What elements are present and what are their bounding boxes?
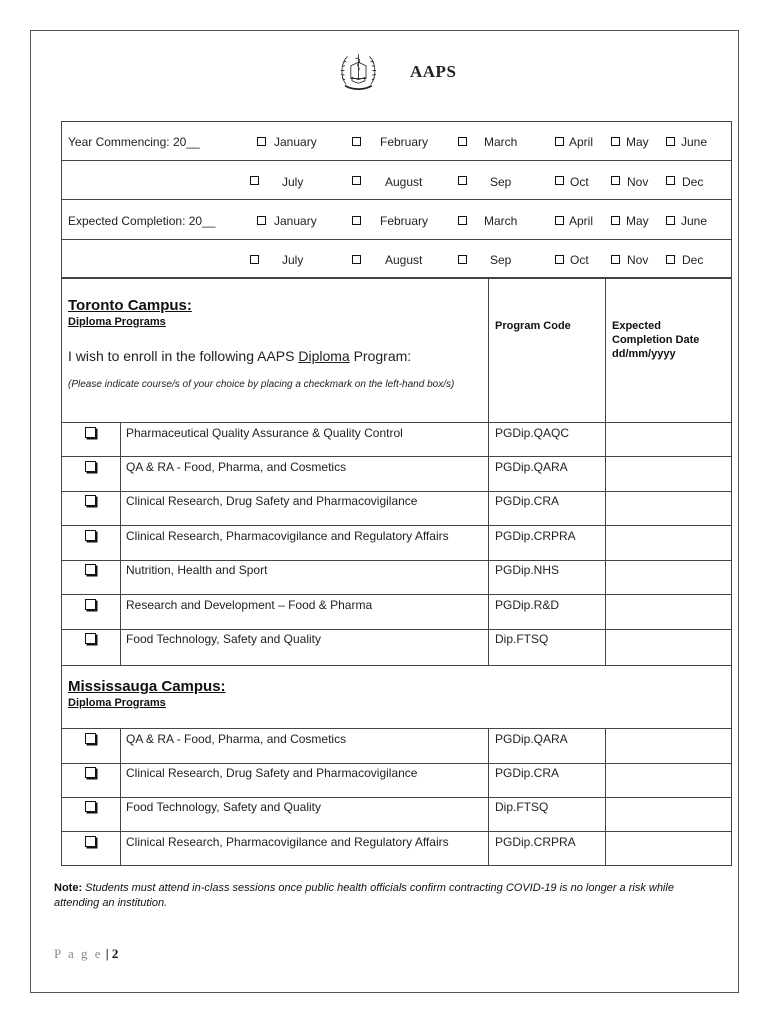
month-label: Dec	[682, 175, 704, 189]
checkbox-commence-sep[interactable]	[458, 176, 467, 185]
month-label: Nov	[627, 175, 649, 189]
checkbox-complete-sep[interactable]	[458, 255, 467, 264]
month-label: Sep	[490, 253, 512, 267]
checkbox-complete-august[interactable]	[352, 255, 361, 264]
program-code-header: Program Code	[495, 320, 571, 332]
mississauga-diploma-subtitle: Diploma Programs	[68, 697, 166, 709]
checkbox-complete-january[interactable]	[257, 216, 266, 225]
checkbox-complete-oct[interactable]	[555, 255, 564, 264]
program-code: Dip.FTSQ	[495, 632, 549, 646]
aaps-crest-logo	[338, 36, 408, 106]
program-checkbox[interactable]	[85, 767, 96, 778]
page-label: P a g e	[54, 946, 103, 961]
enroll-underlined: Diploma	[298, 348, 350, 364]
checkbox-complete-february[interactable]	[352, 216, 361, 225]
program-name: Food Technology, Safety and Quality	[126, 800, 322, 814]
month-label: March	[484, 135, 518, 149]
program-code: PGDip.QARA	[495, 460, 568, 474]
program-code: PGDip.QAQC	[495, 426, 570, 440]
month-label: Nov	[627, 253, 649, 267]
program-checkbox[interactable]	[85, 461, 96, 472]
checkbox-complete-march[interactable]	[458, 216, 467, 225]
page-number: 2	[111, 946, 119, 961]
month-label: Sep	[490, 175, 512, 189]
checkbox-commence-june[interactable]	[666, 137, 675, 146]
month-label: August	[385, 253, 423, 267]
checkbox-commence-july[interactable]	[250, 176, 259, 185]
month-label: July	[282, 253, 304, 267]
program-checkbox[interactable]	[85, 633, 96, 644]
month-label: January	[274, 135, 317, 149]
enroll-suffix: Program:	[349, 348, 412, 364]
checkbox-commence-dec[interactable]	[666, 176, 675, 185]
program-checkbox[interactable]	[85, 495, 96, 506]
program-code: PGDip.NHS	[495, 563, 560, 577]
page-footer	[54, 946, 118, 962]
page-separator: |	[102, 946, 112, 961]
month-label: April	[569, 214, 594, 228]
program-name: Clinical Research, Drug Safety and Pharmacovigilance	[126, 766, 418, 780]
month-label: March	[484, 214, 518, 228]
month-label: Dec	[682, 253, 704, 267]
checkbox-commence-nov[interactable]	[611, 176, 620, 185]
checkbox-commence-may[interactable]	[611, 137, 620, 146]
month-label: July	[282, 175, 304, 189]
toronto-diploma-subtitle: Diploma Programs	[68, 316, 166, 328]
note-text: Students must attend in-class sessions once public health officials confirm contracting COVID-19 is no longer a risk while attending an institution.	[54, 882, 674, 909]
expected-completion-label: Expected Completion: 20__	[68, 214, 216, 228]
checkbox-complete-june[interactable]	[666, 216, 675, 225]
toronto-campus-title: Toronto Campus:	[68, 297, 192, 314]
program-name: Research and Development – Food & Pharma	[126, 598, 373, 612]
program-name: Clinical Research, Pharmacovigilance and Regulatory Affairs	[126, 835, 449, 849]
completion-date-header: Expected Completion Date dd/mm/yyyy	[612, 320, 700, 360]
month-label: April	[569, 135, 594, 149]
covid-note	[54, 881, 714, 911]
program-name: Clinical Research, Pharmacovigilance and Regulatory Affairs	[126, 529, 449, 543]
month-label: Oct	[570, 175, 589, 189]
year-commencing-label: Year Commencing: 20__	[68, 135, 200, 149]
program-checkbox[interactable]	[85, 599, 96, 610]
checkbox-commence-august[interactable]	[352, 176, 361, 185]
program-checkbox[interactable]	[85, 801, 96, 812]
program-name: Food Technology, Safety and Quality	[126, 632, 322, 646]
program-checkbox[interactable]	[85, 530, 96, 541]
program-name: Clinical Research, Drug Safety and Pharmacovigilance	[126, 494, 418, 508]
checkbox-commence-january[interactable]	[257, 137, 266, 146]
program-code: PGDip.CRPRA	[495, 835, 576, 849]
instruction-text: (Please indicate course/s of your choice by placing a checkmark on the left-hand box/s)	[68, 379, 455, 390]
checkbox-commence-february[interactable]	[352, 137, 361, 146]
month-label: May	[626, 214, 649, 228]
checkbox-commence-oct[interactable]	[555, 176, 564, 185]
checkbox-complete-july[interactable]	[250, 255, 259, 264]
checkbox-commence-april[interactable]	[555, 137, 564, 146]
program-code: PGDip.QARA	[495, 732, 568, 746]
program-code: PGDip.R&D	[495, 598, 560, 612]
checkbox-complete-nov[interactable]	[611, 255, 620, 264]
program-checkbox[interactable]	[85, 733, 96, 744]
month-label: June	[681, 135, 708, 149]
program-code: PGDip.CRA	[495, 494, 560, 508]
month-label: February	[380, 214, 429, 228]
program-code: PGDip.CRPRA	[495, 529, 576, 543]
month-label: June	[681, 214, 708, 228]
month-label: May	[626, 135, 649, 149]
checkbox-complete-dec[interactable]	[666, 255, 675, 264]
program-name: QA & RA - Food, Pharma, and Cosmetics	[126, 460, 347, 474]
logo-text: AAPS	[410, 62, 457, 81]
note-label: Note:	[54, 882, 83, 894]
enroll-prefix: I wish to enroll in the following AAPS	[68, 348, 299, 364]
checkbox-commence-march[interactable]	[458, 137, 467, 146]
month-label: Oct	[570, 253, 589, 267]
month-label: January	[274, 214, 317, 228]
program-name: Nutrition, Health and Sport	[126, 563, 268, 577]
mississauga-campus-title: Mississauga Campus:	[68, 678, 226, 695]
program-name: QA & RA - Food, Pharma, and Cosmetics	[126, 732, 347, 746]
checkbox-complete-may[interactable]	[611, 216, 620, 225]
enroll-statement	[68, 348, 411, 364]
program-code: Dip.FTSQ	[495, 800, 549, 814]
program-checkbox[interactable]	[85, 427, 96, 438]
month-label: February	[380, 135, 429, 149]
program-checkbox[interactable]	[85, 564, 96, 575]
program-code: PGDip.CRA	[495, 766, 560, 780]
program-checkbox[interactable]	[85, 836, 96, 847]
checkbox-complete-april[interactable]	[555, 216, 564, 225]
program-name: Pharmaceutical Quality Assurance & Quality Control	[126, 426, 403, 440]
month-label: August	[385, 175, 423, 189]
